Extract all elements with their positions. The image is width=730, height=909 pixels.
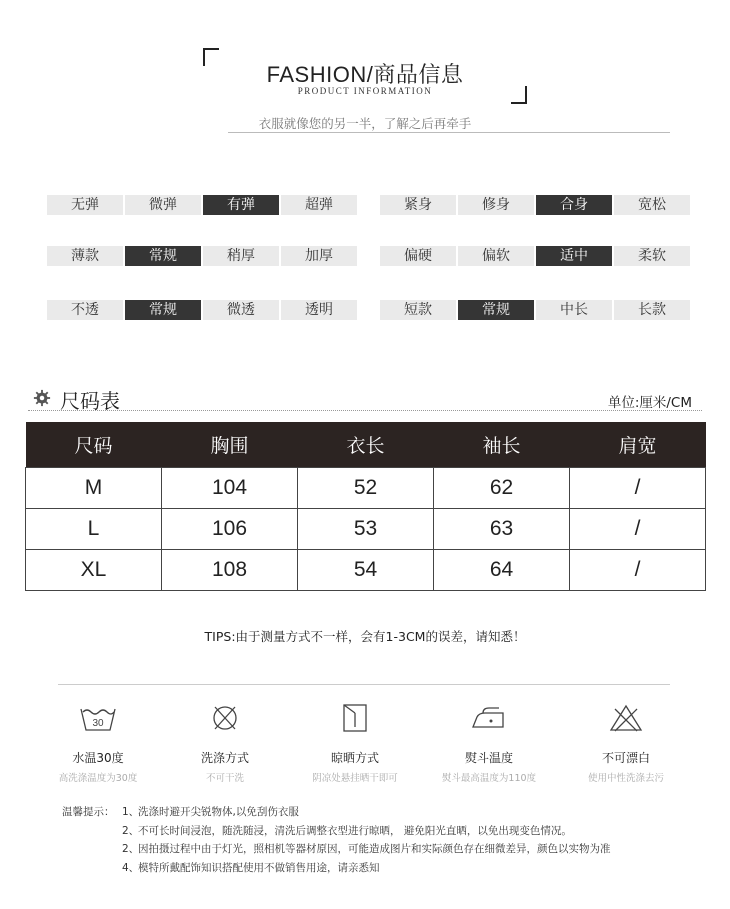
attribute-option-selected: 合身 xyxy=(536,195,612,215)
attribute-option-selected: 常规 xyxy=(125,300,201,320)
care-label: 水温30度 xyxy=(72,751,124,765)
attribute-option: 微透 xyxy=(227,302,255,318)
care-notes xyxy=(62,803,611,877)
attribute-option-selected: 有弹 xyxy=(203,195,279,215)
header-length: 衣长 xyxy=(298,422,434,468)
size-chart-divider xyxy=(28,410,702,411)
cell-shoulder: / xyxy=(570,468,706,509)
cell-shoulder: / xyxy=(570,550,706,591)
cell-sleeve: 64 xyxy=(434,550,570,591)
cell-size: L xyxy=(26,509,162,550)
attribute-option: 微弹 xyxy=(149,197,177,213)
header-shoulder: 肩宽 xyxy=(570,422,706,468)
cell-sleeve: 62 xyxy=(434,468,570,509)
note-text: 洗涤时避开尖锐物体,以免刮伤衣服 xyxy=(138,806,299,818)
gear-icon xyxy=(33,389,51,407)
cell-shoulder: / xyxy=(570,509,706,550)
cell-chest: 108 xyxy=(162,550,298,591)
cell-length: 54 xyxy=(298,550,434,591)
cell-size: M xyxy=(26,468,162,509)
size-chart-title: 尺码表 xyxy=(60,389,120,413)
svg-text:30: 30 xyxy=(92,718,104,729)
attribute-option: 薄款 xyxy=(71,248,99,264)
cell-chest: 106 xyxy=(162,509,298,550)
care-sub: 阴凉处悬挂晒干即可 xyxy=(312,773,398,784)
attribute-option: 宽松 xyxy=(638,197,666,213)
no-bleach-icon xyxy=(606,703,646,733)
care-label: 不可漂白 xyxy=(601,751,650,765)
attribute-option: 稍厚 xyxy=(227,248,255,264)
header-chest: 胸围 xyxy=(162,422,298,468)
size-table-header xyxy=(26,422,706,468)
cell-length: 53 xyxy=(298,509,434,550)
attribute-option: 透明 xyxy=(305,302,333,318)
iron-icon xyxy=(469,703,509,733)
attribute-option: 紧身 xyxy=(404,197,432,213)
attribute-option-selected: 适中 xyxy=(536,246,612,266)
care-item-dry xyxy=(295,703,415,784)
attribute-row xyxy=(47,300,357,320)
care-label: 熨斗温度 xyxy=(464,751,513,765)
care-item-iron xyxy=(429,703,549,784)
tagline: 衣服就像您的另一半，了解之后再牵手 xyxy=(258,116,472,131)
attribute-option: 偏软 xyxy=(482,248,510,264)
care-sub: 高洗涤温度为30度 xyxy=(58,773,138,784)
notes-heading: 温馨提示： xyxy=(62,806,115,818)
header-size: 尺码 xyxy=(26,422,162,468)
attribute-option-selected: 常规 xyxy=(458,300,534,320)
care-item-method xyxy=(165,703,285,784)
attribute-option: 柔软 xyxy=(638,248,666,264)
cell-chest: 104 xyxy=(162,468,298,509)
note-text: 不可长时间浸泡，随洗随浸，清洗后调整衣型进行晾晒， 避免阳光直晒，以免出现变色情况。 xyxy=(138,824,572,837)
page-subtitle: PRODUCT INFORMATION xyxy=(297,86,433,96)
care-item-wash xyxy=(38,703,158,784)
care-sub: 不可干洗 xyxy=(205,773,244,784)
care-label: 洗涤方式 xyxy=(200,751,249,765)
attribute-option: 修身 xyxy=(482,197,510,213)
attribute-option-selected: 常规 xyxy=(125,246,201,266)
attribute-row xyxy=(47,195,357,215)
note-number: 2、 xyxy=(122,824,140,837)
note-number: 2、 xyxy=(122,843,140,855)
no-dryclean-icon xyxy=(205,703,245,733)
care-item-bleach xyxy=(566,703,686,784)
note-number: 4、 xyxy=(122,861,140,874)
note-number: 1、 xyxy=(122,806,140,818)
care-sub: 使用中性洗涤去污 xyxy=(587,773,664,784)
header-divider xyxy=(228,132,670,133)
table-row xyxy=(26,509,706,550)
attribute-row xyxy=(380,195,690,215)
wash-30-icon xyxy=(78,703,118,733)
tips-text: TIPS:由于测量方式不一样，会有1-3CM的误差，请知悉！ xyxy=(204,629,526,644)
header-sleeve: 袖长 xyxy=(434,422,570,468)
size-table xyxy=(25,422,706,591)
care-label: 晾晒方式 xyxy=(330,751,379,765)
attribute-option: 长款 xyxy=(638,302,666,318)
cell-sleeve: 63 xyxy=(434,509,570,550)
attribute-option: 加厚 xyxy=(305,248,333,264)
note-text: 因拍摄过程中由于灯光，照相机等器材原因，可能造成图片和实际颜色存在细微差异，颜色以实物为准 xyxy=(138,843,611,855)
hang-dry-icon xyxy=(335,703,375,733)
attribute-option: 偏硬 xyxy=(404,248,432,264)
attribute-option: 无弹 xyxy=(71,197,99,213)
cell-size: XL xyxy=(26,550,162,591)
attribute-option: 短款 xyxy=(404,302,432,318)
attribute-row xyxy=(380,300,690,320)
note-text: 模特所戴配饰知识搭配使用不做销售用途，请亲悉知 xyxy=(138,861,380,874)
attribute-option: 中长 xyxy=(560,302,588,318)
page-title: FASHION/商品信息 xyxy=(266,62,464,87)
care-divider xyxy=(58,684,670,685)
attribute-option: 不透 xyxy=(71,302,99,318)
table-row xyxy=(26,468,706,509)
table-row xyxy=(26,550,706,591)
attribute-row xyxy=(47,246,357,266)
cell-length: 52 xyxy=(298,468,434,509)
size-chart-unit: 单位:厘米/CM xyxy=(607,395,692,411)
attribute-option: 超弹 xyxy=(305,197,333,213)
attribute-row xyxy=(380,246,690,266)
care-sub: 熨斗最高温度为110度 xyxy=(441,773,537,784)
